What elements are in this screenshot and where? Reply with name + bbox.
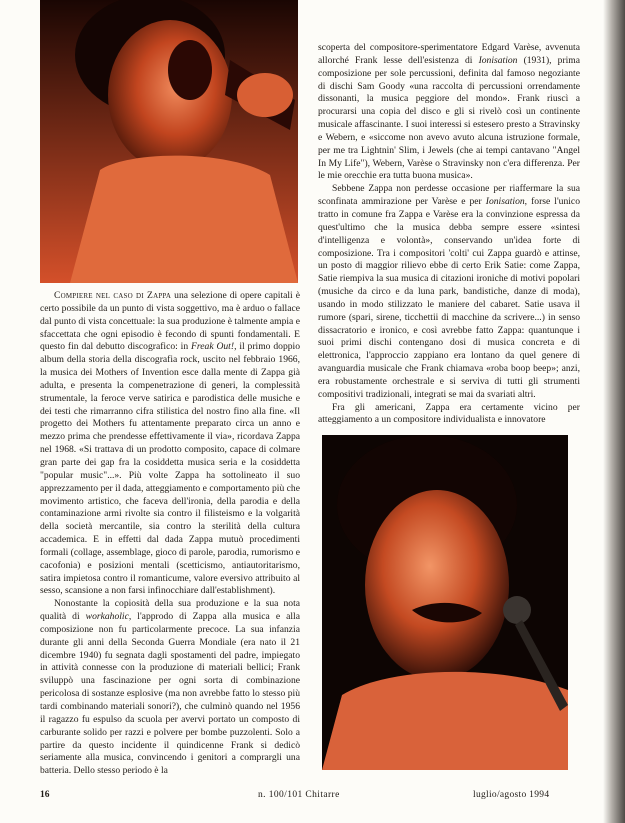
article-paragraph: Nonostante la copiosità della sua produzione e la sua nota qualità di workaholic, l'approdo di Zappa alla musica e alla composizione non fu particolarmente precoce. La sua infanzia durante gli anni della Seconda Guerra Mondiale (era nato il 21 dicembre 1940) fu segnata dagli spostamenti del padre, impiegato in attività connesse con la produzione di materiali bellici; Frank sviluppò una fascinazione per ogni sorta di combinazione pericolosa di sostanze esplosive (ma non avrebbe fatto lo stesso più tardi combinando materiali sonori?), che culminò quando nel 1956 il ragazzo fu espulso da scuola per avervi portato un composto di carburante solido per razzi e polvere per bombe puzzolenti. Solo a partire da questo incidente il quindicenne Frank si dedicò seriamente alla musica, convincendo i genitori a comprargli una batteria. Dello stesso periodo è la: [40, 598, 300, 777]
article-column-right: [318, 42, 580, 427]
photo-zappa-singing: [40, 0, 298, 283]
article-paragraph: Sebbene Zappa non perdesse occasione per riaffermare la sua sconfinata ammirazione per Varèse e per Ionisation, forse l'unico tratto in comune fra Zappa e Varèse era la convinzione espressa da quest'ultimo che la musica debba sempre essere «sintesi d'intelligenza e volontà», conservando un'idea forte di composizione. Tra i compositori 'colti' cui Zappa guardò e attinse, un posto di maggior rilievo ebbe di certo Erik Satie: come Zappa, Satie riempiva la sua musica di citazioni ironiche di motivi popolari (musiche da circo e da luna park, bandistiche, danze di moda), usando in modo stilizzato le maniere del cabaret. Satie usava il rumore (spari, sirene, ticchettii di macchine da scrivere...) in senso dissacratorio e ironico, e così avrebbe fatto Zappa: quantunque i suoi primi dischi contengano dosi di musica concreta e di elettronica, l'approccio zappiano era lontano da quel genere di avanguardia musicale che Frank chiamava «roba boop beep»; anzi, era robustamente orchestrale e si serviva di tutti gli strumenti compositivi tradizionali, integrati se mai da svariati altri.: [318, 183, 580, 400]
article-paragraph: Fra gli americani, Zappa era certamente vicino per atteggiamento a un compositore individualista e innovatore: [318, 401, 580, 426]
lead-in: Compiere nel caso di Zappa: [54, 290, 172, 301]
page-edge-shadow: [603, 0, 625, 823]
photo-zappa-singing-image: [40, 0, 298, 283]
article-paragraph: Compiere nel caso di Zappa una selezione di opere capitali è certo possibile da un punto di vista soggettivo, ma è arduo o fallace dal punto di vista concettuale: la sua produzione è talmente ampia e sfaccettata che ogni episodio è fecondo di spunti fondamentali. E questo fin dal debutto discografico: in Freak Out!, il primo doppio album della storia della discografia rock, uscito nel febbraio 1966, la musica dei Mothers of Invention esce dalla mente di Zappa già adulta, e presenta la compenetrazione di generi, la complessità strumentale, la feroce verve satirica e parodistica delle musiche e dei testi che rimarranno cifra stilistica del nostro fino alla fine. «Il progetto dei Mothers fu attentamente preparato circa un anno e mezzo prima che prendesse effettivamente il via», ricordava Zappa nel 1968. «Si trattava di un prodotto composito, capace di colmare gran parte dei gap fra la cosiddetta musica seria e la cosiddetta "popular music"...». Più volte Zappa ha sottolineato il suo apprezzamento per il dada, atteggiamento e comportamento più che movimento artistico, che faceva dell'ironia, della parodia e della contaminazione armi rivolte sia contro il filisteismo e la volgarità della società mercantile, sia contro la sterilità della cultura accademica. E in effetti dal dada Zappa mutuò procedimenti formali (collage, assemblage, gioco di parole, parodia, rumorismo e cacofonia) e posizioni mentali (scetticismo, antiautoritarismo, satira impietosa contro il romanticume, valore eversivo attribuito al sesso, scansione a non farsi infinocchiare dall'establishment).: [40, 290, 301, 597]
article-column-left: [40, 290, 300, 778]
magazine-issue: n. 100/101 Chitarre: [258, 790, 340, 800]
page-number: 16: [40, 790, 50, 800]
issue-date: luglio/agosto 1994: [473, 790, 550, 800]
article-paragraph: scoperta del compositore-sperimentatore Edgard Varèse, avvenuta allorché Frank lesse dell'esistenza di Ionisation (1931), prima composizione per sole percussioni, definita dal famoso negoziante di dischi Sam Goody «una raccolta di percussioni orrendamente dissonanti, la musica peggiore del mondo». Frank riuscì a procurarsi una copia del disco e gli si rivelò così un continente musicale affascinante. I suoi interessi si estesero presto a Stravinsky e Webern, e «siccome non avevo avuto alcuna istruzione formale, per me tra Lightnin' Slim, i Jewels (che ai tempi cantavano "Angel In My Life"), Webern, Varèse o Stravinsky non c'era differenza. Per le mie orecchie era tutta buona musica».: [318, 42, 581, 182]
photo-zappa-microphone: [322, 435, 568, 770]
photo-zappa-microphone-image: [322, 435, 568, 770]
